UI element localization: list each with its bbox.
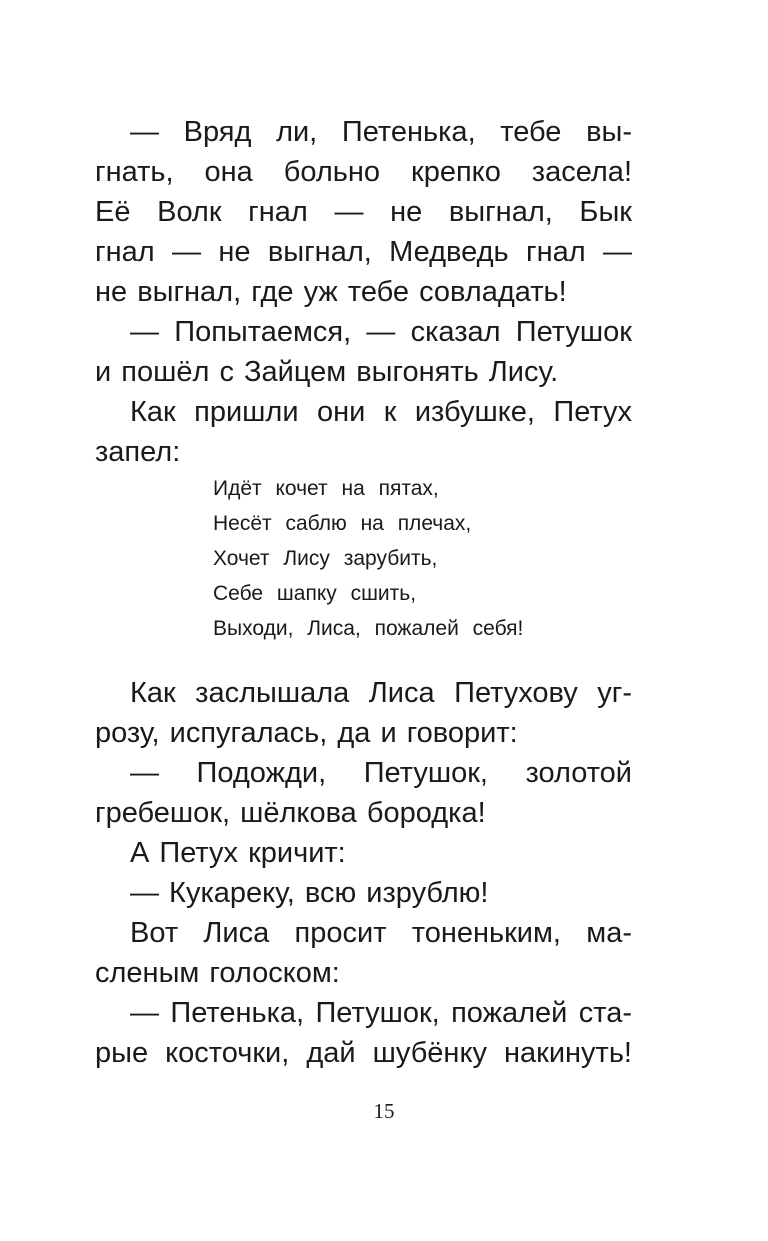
text-line: А Петух кричит: — [130, 837, 346, 869]
page-number: 15 — [373, 1099, 395, 1123]
verse-line: Несёт саблю на плечах, — [213, 512, 472, 535]
text-line: рые косточки, дай шубёнку накинуть! — [95, 1037, 632, 1069]
verse-line: Выходи, Лиса, пожалей себя! — [213, 617, 524, 640]
text-line: гнал — не выгнал, Медведь гнал — — [95, 236, 632, 268]
text-line: Как пришли они к избушке, Петух — [130, 396, 632, 428]
text-line: — Вряд ли, Петенька, тебе вы- — [130, 116, 632, 148]
verse-line: Идёт кочет на пятах, — [213, 477, 439, 500]
text-line: — Попытаемся, — сказал Петушок — [130, 316, 632, 348]
text-line: сленым голоском: — [95, 957, 340, 989]
text-line: не выгнал, где уж тебе совладать! — [95, 276, 567, 308]
text-line: Её Волк гнал — не выгнал, Бык — [95, 196, 632, 228]
text-line: — Кукареку, всю изрублю! — [130, 877, 489, 909]
verse-line: Хочет Лису зарубить, — [213, 547, 438, 570]
text-line: гнать, она больно крепко засела! — [95, 156, 632, 188]
text-line: — Подожди, Петушок, золотой — [130, 757, 632, 789]
text-line: гребешок, шёлкова бородка! — [95, 797, 486, 829]
text-line: — Петенька, Петушок, пожалей ста- — [130, 997, 632, 1029]
text-line: розу, испугалась, да и говорит: — [95, 717, 518, 749]
text-line: Вот Лиса просит тоненьким, ма- — [130, 917, 632, 949]
text-line: запел: — [95, 436, 181, 468]
text-line: Как заслышала Лиса Петухову уг- — [130, 677, 632, 709]
verse-line: Себе шапку сшить, — [213, 582, 417, 605]
text-line: и пошёл с Зайцем выгонять Лису. — [95, 356, 559, 388]
